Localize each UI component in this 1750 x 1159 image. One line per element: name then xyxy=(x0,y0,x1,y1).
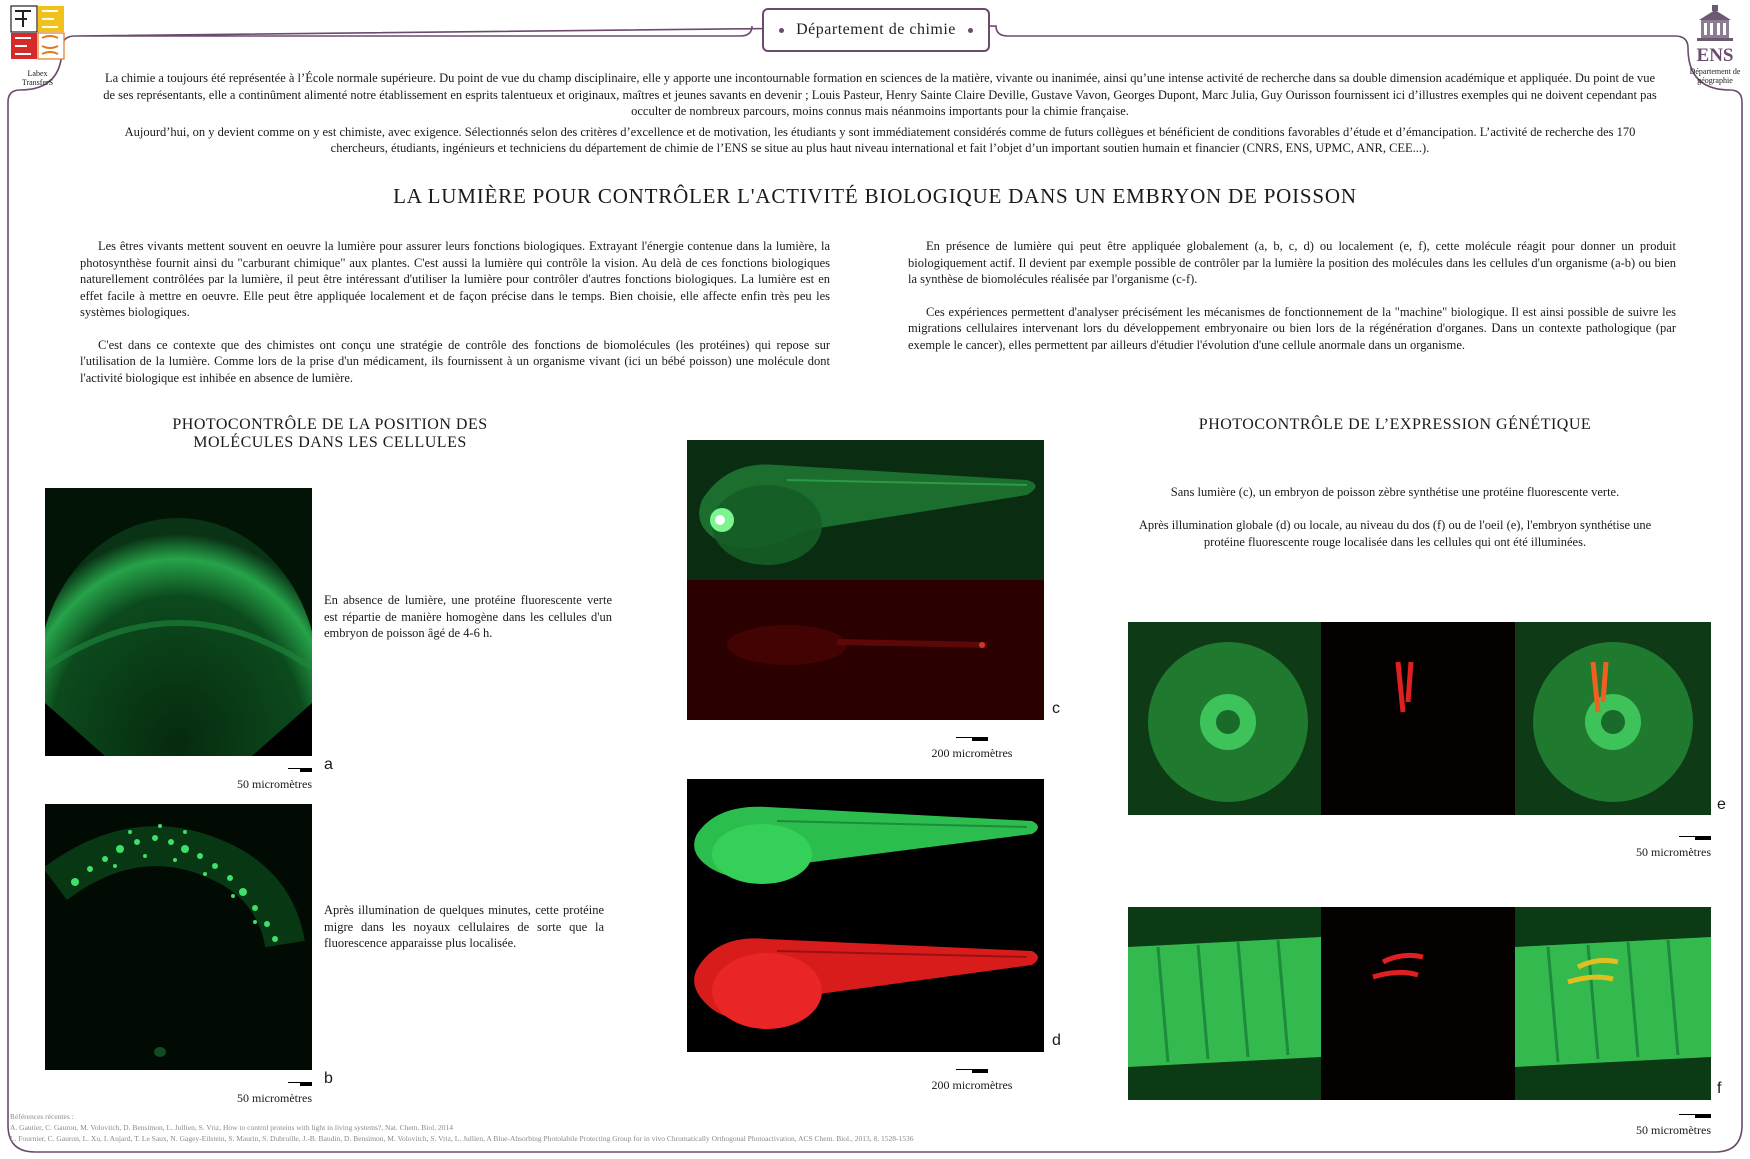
figure-e-image xyxy=(1128,622,1711,815)
section-title-position: PHOTOCONTRÔLE DE LA POSITION DES MOLÉCULES DANS LES CELLULES xyxy=(172,416,488,451)
figure-a-image xyxy=(45,488,312,756)
scale-d xyxy=(900,1063,1044,1093)
section-title-expression: PHOTOCONTRÔLE DE L’EXPRESSION GÉNÉTIQUE xyxy=(1198,416,1592,433)
figure-c-green-panel xyxy=(687,440,1044,580)
refs-heading: Références récentes : xyxy=(10,1112,74,1121)
department-title: Département de chimie xyxy=(796,21,956,38)
right-column-text xyxy=(908,238,1676,369)
right-paragraph-1: En présence de lumière qui peut être appliquée globalement (a, b, c, d) ou localement (e, f), cette molécule réagit pour donner un produit biologiquement actif. Il devient par exemple possible de contrôler par la lumière la position des molécules dans les cellules d'un organisme (a-b) ou bien la synthèse de biomolécules réalisée par l'organisme (c-f). xyxy=(908,239,1676,286)
scale-c xyxy=(900,731,1044,761)
department-header xyxy=(762,8,990,52)
figure-c-red-panel xyxy=(687,580,1044,720)
scale-c-label: 200 micromètres xyxy=(931,746,1013,760)
figure-c-image xyxy=(687,440,1044,720)
figure-letter-d: d xyxy=(1052,1032,1061,1049)
left-paragraph-1: Les êtres vivants mettent souvent en oeuvre la lumière pour assurer leurs fonctions biologiques. Extrayant l'énergie contenue dans la lumière, la photosynthèse fournit ainsi du "carburant chimique" aux plantes. C'est aussi la lumière qui contrôle la vision. Au delà de ces fonctions biologiques naturellement contrôlées par la lumière, il peut être intéressant d'utiliser la lumière pour contrôler d'autres fonctions biologiques. La lumière est en effet facile à mettre en oeuvre. Elle peut être appliquée localement et de façon précise dans le temps. Bien choisie, elle affecte enfin très peu les systèmes biologiques. xyxy=(80,239,830,319)
figure-d-image xyxy=(687,779,1044,1052)
figure-f-image xyxy=(1128,907,1711,1100)
scale-a-label: 50 micromètres xyxy=(237,777,312,791)
figure-letter-c: c xyxy=(1052,700,1060,717)
labex-transfers-logo xyxy=(10,5,65,87)
figure-b-image xyxy=(45,804,312,1070)
embryo-green-nuclei xyxy=(45,804,312,1070)
zebrafish-green-red xyxy=(687,779,1044,1052)
ens-building-icon xyxy=(1695,4,1735,42)
caption-a: En absence de lumière, une protéine fluorescente verte est répartie de manière homogène dans les cellules d'un embryon de poisson âgé de 4-6 h. xyxy=(324,593,612,640)
left-column-text xyxy=(80,238,830,402)
scale-a xyxy=(180,762,312,792)
ens-subtitle: Département de géographie xyxy=(1689,67,1741,85)
scale-e-label: 50 micromètres xyxy=(1636,845,1711,859)
zebrafish-red-faint xyxy=(687,580,1044,720)
scale-d-label: 200 micromètres xyxy=(931,1078,1013,1092)
caption-def: Après illumination globale (d) ou locale, au niveau du dos (f) ou de l'oeil (e), l'embryon synthétise une protéine fluorescente rouge localisée dans les cellules qui ont été illuminées. xyxy=(1138,518,1652,549)
ens-logo xyxy=(1683,4,1747,85)
scale-b-label: 50 micromètres xyxy=(237,1091,312,1105)
caption-b: Après illumination de quelques minutes, cette protéine migre dans les noyaux cellulaires de sorte que la fluorescence apparaisse plus localisée. xyxy=(324,903,604,950)
zebrafish-green xyxy=(687,440,1044,580)
header-dot-right xyxy=(968,28,973,33)
scale-bar-icon xyxy=(956,1069,988,1073)
left-paragraph-2: C'est dans ce contexte que des chimistes ont conçu une stratégie de contrôle des fonctions de biomolécules (les protéines) qui repose sur l'utilisation de la lumière. Comme lors de la prise d'un médicament, ils fournissent à un organisme vivant (ici un bébé poisson) une molécule dont l'activité biologique est inhibée en absence de lumière. xyxy=(80,337,830,385)
labex-label: Labex TransferS xyxy=(21,69,54,87)
scale-bar-icon xyxy=(288,768,312,772)
ref-1: A. Gautier, C. Gauron, M. Volovitch, D. Bensimon, L. Jullien, S. Vriz, How to control proteins with light in living systems?, Nat. Chem. Biol, 2014 xyxy=(10,1123,453,1132)
scale-f xyxy=(1570,1108,1711,1138)
scale-bar-icon xyxy=(1679,1114,1711,1118)
figure-letter-b: b xyxy=(324,1070,333,1087)
transfers-logo-icon xyxy=(10,5,65,60)
scale-e xyxy=(1570,830,1711,860)
figure-letter-a: a xyxy=(324,756,333,773)
embryo-green-dome xyxy=(45,488,312,756)
zebrafish-eye-panels xyxy=(1128,622,1711,815)
ref-2: L. Fournier, C. Gauron, L. Xu, I. Aujard, T. Le Saux, N. Gagey-Eilstein, S. Maurin, S. Dubruille, J.-B. Baudin, D. Bensimon, M. Volovitch, S. Vriz, L. Jullien, A Blue-Absorbing Photolabile Protecting Group for in vivo Chromatically Orthogonal Photoactivation, ACS Chem. Biol., 2013, 8, 1528-1536 xyxy=(10,1134,914,1143)
intro-text xyxy=(100,70,1660,161)
references xyxy=(10,1111,914,1144)
right-paragraph-2: Ces expériences permettent d'analyser précisément les mécanismes de fonctionnement de la "machine" biologique. Il est ainsi possible de suivre les migrations cellulaires intervenant lors du développement embryonaire ou bien lors de la régénération d'organes. Dans un contexte pathologique (par exemple le cancer), elles permettent par ailleurs d'étudier l'évolution d'une cellule anormale dans un organisme. xyxy=(908,304,1676,352)
figure-letter-e: e xyxy=(1717,796,1726,813)
figure-letter-f: f xyxy=(1717,1080,1722,1097)
main-title: LA LUMIÈRE POUR CONTRÔLER L'ACTIVITÉ BIOLOGIQUE DANS UN EMBRYON DE POISSON xyxy=(393,184,1357,208)
caption-c: Sans lumière (c), un embryon de poisson zèbre synthétise une protéine fluorescente verte. xyxy=(1170,485,1620,499)
scale-f-label: 50 micromètres xyxy=(1636,1123,1711,1137)
intro-paragraph-1: La chimie a toujours été représentée à l’École normale supérieure. Du point de vue du champ disciplinaire, elle y apporte une incontournable formation en sciences de la matière, vivante ou inanimée, ainsi qu’une intense activité de recherche dans sa double dimension académique et appliquée. Du point de vue de ses représentants, elle a continûment alimenté notre établissement en esprits talentueux et originaux, maîtres et jeunes savants en devenir ; Louis Pasteur, Henry Sainte Claire Deville, Gustave Vavon, Georges Dupont, Marc Julia, Guy Ourisson fournissent ici d’illustres exemples qui ne doivent cependant pas occulter de nombreux parcours, moins connus mais néanmoins importants pour la chimie française. xyxy=(103,71,1657,118)
intro-paragraph-2: Aujourd’hui, on y devient comme on y est chimiste, avec exigence. Sélectionnés selon des critères d’excellence et de motivation, les étudiants y sont immédiatement considérés comme de futurs collègues et bénéficient de conditions favorables d’étude et d’émancipation. L’activité de recherche des 170 chercheurs, étudiants, ingénieurs et techniciens du département de chimie de l’ENS se situe au plus haut niveau international et fait l’objet d’un important soutien humain et financier (CNRS, ENS, UPMC, ANR, CEE...). xyxy=(124,124,1636,155)
header-dot-left xyxy=(779,28,784,33)
scale-bar-icon xyxy=(956,737,988,741)
scale-bar-icon xyxy=(288,1082,312,1086)
scale-bar-icon xyxy=(1679,836,1711,840)
scale-b xyxy=(180,1076,312,1106)
ens-title: ENS xyxy=(1696,45,1734,66)
zebrafish-back-panels xyxy=(1128,907,1711,1100)
